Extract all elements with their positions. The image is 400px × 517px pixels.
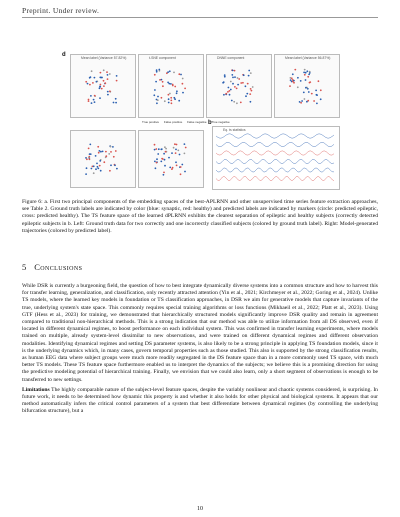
scatter-point bbox=[173, 147, 175, 149]
scatter-point bbox=[86, 158, 88, 160]
scatter-point bbox=[182, 78, 184, 80]
scatter-point bbox=[99, 165, 101, 167]
scatter-point bbox=[99, 160, 101, 162]
scatter-point bbox=[177, 150, 179, 152]
scatter-point bbox=[231, 100, 233, 102]
scatter-point bbox=[320, 98, 322, 100]
scatter-point bbox=[304, 74, 306, 76]
scatter-point bbox=[316, 103, 318, 105]
scatter-point bbox=[232, 77, 234, 79]
scatter-point bbox=[104, 82, 106, 84]
figure-caption: Figure 6: a. First two principal components of the embedding spaces of the best-APLRNN and other unsupervised time series feature extraction approaches, see Table 2. Ground truth labels are indicated by color (blue: synaptic, red: healthy) and predicted labels are indicated by markers (circle: predicted epileptic, cross: predicted healthy). The TS feature space of the learned dPLRNN exhibits the clearest separation of epileptic and healthy subjects (correctly detected epileptic subjects in b. Left: Ground truth data for two correctly and one incorrectly classified subjects (colored by ground truth label). Right: Model-generated trajectories (colored by predicted label). bbox=[22, 199, 378, 234]
scatter-point bbox=[232, 70, 234, 72]
scatter-point bbox=[237, 84, 239, 86]
scatter-point bbox=[184, 153, 186, 155]
scatter-point bbox=[315, 90, 317, 92]
scatter-point bbox=[168, 94, 170, 96]
scatter-point bbox=[237, 77, 239, 79]
scatter-point bbox=[107, 91, 109, 93]
scatter-point bbox=[231, 74, 233, 76]
scatter-point bbox=[174, 86, 176, 88]
scatter-point bbox=[115, 102, 117, 104]
scatter-point bbox=[225, 93, 227, 95]
scatter-point bbox=[158, 69, 160, 71]
scatter-point bbox=[165, 148, 167, 150]
scatter-point bbox=[89, 144, 91, 146]
scatter-point bbox=[176, 90, 178, 92]
scatter-point bbox=[107, 74, 109, 76]
scatter-point bbox=[234, 70, 236, 72]
scatter-point bbox=[300, 80, 302, 82]
section-number: 5 bbox=[22, 262, 27, 272]
scatter-point bbox=[168, 157, 170, 159]
scatter-point bbox=[248, 70, 250, 72]
scatter-point bbox=[178, 73, 180, 75]
scatter-point bbox=[157, 96, 159, 98]
scatter-point bbox=[107, 78, 109, 80]
scatter-point bbox=[242, 82, 244, 84]
panel-letter-b: b bbox=[208, 120, 212, 126]
scatter-point bbox=[164, 159, 166, 161]
scatter-point bbox=[233, 101, 235, 103]
scatter-point bbox=[162, 85, 164, 87]
scatter-point bbox=[106, 71, 108, 73]
scatter-point bbox=[154, 144, 156, 146]
scatter-point bbox=[86, 167, 88, 169]
scatter-point bbox=[305, 72, 307, 74]
scatter-point bbox=[292, 81, 294, 83]
scatter-panel-1-title: Mean label (Variance 57.82%) bbox=[81, 56, 127, 60]
scatter-point bbox=[114, 164, 116, 166]
scatter-point bbox=[88, 148, 90, 150]
scatter-panel-4-title: Mean label (Variance 56.87%) bbox=[285, 56, 331, 60]
scatter-point bbox=[91, 168, 93, 170]
scatter-point bbox=[249, 93, 251, 95]
scatter-point bbox=[107, 94, 109, 96]
scatter-point bbox=[180, 166, 182, 168]
scatter-point bbox=[99, 87, 101, 89]
scatter-point bbox=[110, 146, 112, 148]
scatter-point bbox=[159, 79, 161, 81]
scatter-point bbox=[304, 98, 306, 100]
scatter-point bbox=[96, 163, 98, 165]
scatter-point bbox=[162, 158, 164, 160]
scatter-point bbox=[169, 167, 171, 169]
header-rule bbox=[22, 17, 378, 18]
scatter-point bbox=[170, 100, 172, 102]
scatter-point bbox=[105, 151, 107, 153]
scatter-point bbox=[163, 174, 165, 176]
scatter-point bbox=[246, 93, 248, 95]
scatter-point bbox=[176, 165, 178, 167]
scatter-point bbox=[224, 76, 226, 78]
scatter-point bbox=[85, 81, 87, 83]
scatter-point bbox=[154, 89, 156, 91]
scatter-point bbox=[228, 87, 230, 89]
scatter-panel-2-title: t-SNE component bbox=[149, 56, 176, 60]
scatter-point bbox=[164, 146, 166, 148]
scatter-point bbox=[303, 92, 305, 94]
scatter-point bbox=[175, 149, 177, 151]
scatter-point bbox=[250, 88, 252, 90]
scatter-point bbox=[165, 151, 167, 153]
running-header: Preprint. Under review. bbox=[22, 6, 100, 15]
scatter-point bbox=[157, 99, 159, 101]
scatter-point bbox=[227, 91, 229, 93]
scatter-point bbox=[290, 79, 292, 81]
scatter-point bbox=[318, 80, 320, 82]
scatter-point bbox=[93, 165, 95, 167]
scatter-point bbox=[297, 86, 299, 88]
scatter-point bbox=[90, 76, 92, 78]
scatter-point bbox=[250, 101, 252, 103]
scatter-point bbox=[110, 164, 112, 166]
scatter-point bbox=[97, 166, 99, 168]
scatter-point bbox=[116, 75, 118, 77]
scatter-point bbox=[91, 70, 93, 72]
scatter-point bbox=[100, 77, 102, 79]
scatter-point bbox=[116, 80, 118, 82]
scatter-point bbox=[91, 102, 93, 104]
scatter-point bbox=[155, 167, 157, 169]
trajectory-line bbox=[216, 142, 334, 146]
scatter-point bbox=[167, 71, 169, 73]
scatter-point bbox=[156, 102, 158, 104]
scatter-point bbox=[291, 77, 293, 79]
section-heading bbox=[22, 262, 82, 272]
trajectory-line bbox=[216, 134, 334, 138]
scatter-panel-3-title: DNNE component bbox=[217, 56, 245, 60]
scatter-point bbox=[303, 72, 305, 74]
scatter-point bbox=[229, 90, 231, 92]
scatter-point bbox=[306, 101, 308, 103]
scatter-point bbox=[316, 94, 318, 96]
scatter-point bbox=[97, 146, 99, 148]
scatter-point bbox=[182, 92, 184, 94]
scatter-point bbox=[94, 101, 96, 103]
scatter-point bbox=[245, 95, 247, 97]
panel-letter-a: d bbox=[62, 52, 66, 58]
scatter-point bbox=[155, 81, 157, 83]
scatter-point bbox=[240, 82, 242, 84]
trajectory-line bbox=[216, 168, 334, 172]
scatter-point bbox=[181, 164, 183, 166]
scatter-point bbox=[164, 165, 166, 167]
limitations-title: Limitations bbox=[22, 386, 50, 393]
scatter-point bbox=[100, 72, 102, 74]
figure-graphics bbox=[62, 44, 342, 194]
scatter-point bbox=[178, 100, 180, 102]
scatter-point bbox=[154, 149, 156, 151]
scatter-point bbox=[85, 173, 87, 175]
scatter-point bbox=[176, 92, 178, 94]
scatter-point bbox=[248, 75, 250, 77]
scatter-point bbox=[251, 90, 253, 92]
scatter-point bbox=[292, 73, 294, 75]
scatter-point bbox=[103, 85, 105, 87]
scatter-point bbox=[89, 84, 91, 86]
scatter-point bbox=[234, 86, 236, 88]
scatter-point bbox=[172, 85, 174, 87]
scatter-point bbox=[300, 102, 302, 104]
scatter-point bbox=[170, 83, 172, 85]
scatter-point bbox=[103, 161, 105, 163]
scatter-point bbox=[156, 158, 158, 160]
scatter-point bbox=[96, 81, 98, 83]
scatter-point bbox=[223, 94, 225, 96]
legend-item-2: False positive bbox=[163, 120, 183, 124]
paragraph-1: While DSR is currently a burgeoning field, the question of how to best integrate dynamically diverse systems into a common structure and how to harvest this for transfer learning, generalization, and classification, only recently attracted attention (Yin et al., 2021; Kirchmeyer et al., 2022; Goring et al., 2024). Unlike TS models, where the learned key models in foundation or TS classification approaches, in DSR we aim for generative models that capture invariants of the true, underlying system's state space. This commonly requires special training algorithms or loss functions (Mikhaeil et al., 2022; Platt et al., 2023). Using GTF (Hess et al., 2023) for training, we demonstrated that hierarchically structured models significantly improve DSR quality and remain in agreement compared to traditional non-hierarchical methods. This is a strong indication that our method was able to utilize information from all DS observed, even if located in different dynamical regimes, to boost performance on each individual system. This was confirmed in transfer learning experiments, where models trained on multiple, already system-level dissimilar to new observations, and were trained on different dynamical regimes and different observation modalities. Identifying dynamical regimes and setting DS parameter systems, is also likely to be a strong principle in applying TS foundation models, since it is the underlying dynamics which, in many cases, govern temporal properties such as those studied. This also is supported by the strong classification results, as human EEG data where subject groups were much more readily segregated in the DS feature space than in a more commonly used TS space, with much better TS models. These TS feature space furthermore enabled us to interpret the dynamics of the subjects; we believe this is a promising direction for using the predictive modeling potential of hierarchical training. Finally, we envision that we could also learn, only a short segment of observations is enough to be transferred to new settings. bbox=[22, 283, 378, 383]
scatter-point bbox=[103, 69, 105, 71]
scatter-point bbox=[311, 93, 313, 95]
scatter-point bbox=[102, 151, 104, 153]
scatter-point bbox=[320, 89, 322, 91]
trajectory-line bbox=[216, 176, 334, 180]
scatter-point bbox=[154, 161, 156, 163]
scatter-point bbox=[155, 148, 157, 150]
scatter-point bbox=[180, 173, 182, 175]
scatter-point bbox=[167, 82, 169, 84]
scatter-point bbox=[171, 168, 173, 170]
scatter-point bbox=[184, 143, 186, 145]
scatter-point bbox=[304, 69, 306, 71]
scatter-point bbox=[154, 74, 156, 76]
scatter-point bbox=[94, 95, 96, 97]
scatter-point bbox=[184, 171, 186, 173]
scatter-point bbox=[164, 100, 166, 102]
scatter-point bbox=[313, 100, 315, 102]
legend-item-3: False negative bbox=[187, 120, 207, 124]
scatter-point bbox=[160, 161, 162, 163]
scatter-point bbox=[250, 72, 252, 74]
scatter-point bbox=[229, 94, 231, 96]
scatter-point bbox=[171, 102, 173, 104]
scatter-point bbox=[232, 83, 234, 85]
scatter-point bbox=[87, 83, 89, 85]
scatter-point bbox=[299, 101, 301, 103]
scatter-point bbox=[156, 69, 158, 71]
trajectory-line bbox=[216, 151, 334, 155]
scatter-point bbox=[97, 168, 99, 170]
scatter-point bbox=[93, 99, 95, 101]
scatter-point bbox=[301, 100, 303, 102]
scatter-point bbox=[175, 152, 177, 154]
scatter-point bbox=[234, 76, 236, 78]
scatter-point bbox=[168, 102, 170, 104]
scatter-point bbox=[95, 168, 97, 170]
scatter-point bbox=[173, 72, 175, 74]
scatter-point bbox=[157, 153, 159, 155]
scatter-point bbox=[176, 144, 178, 146]
scatter-point bbox=[252, 86, 254, 88]
scatter-point bbox=[308, 91, 310, 93]
scatter-point bbox=[294, 69, 296, 71]
scatter-point bbox=[240, 102, 242, 104]
scatter-point bbox=[161, 148, 163, 150]
scatter-point bbox=[99, 86, 101, 88]
body-text bbox=[22, 283, 378, 419]
trajectory-line bbox=[216, 159, 334, 163]
scatter-point bbox=[224, 74, 226, 76]
figure-6 bbox=[62, 44, 342, 194]
scatter-point bbox=[307, 76, 309, 78]
scatter-point bbox=[173, 97, 175, 99]
scatter-point bbox=[113, 102, 115, 104]
scatter-point bbox=[88, 100, 90, 102]
scatter-point bbox=[243, 74, 245, 76]
scatter-point bbox=[95, 155, 97, 157]
scatter-point bbox=[108, 153, 110, 155]
trajectory-panel-title: Eq. ts statistics bbox=[223, 128, 246, 132]
scatter-point bbox=[289, 85, 291, 87]
scatter-point bbox=[309, 71, 311, 73]
scatter-point bbox=[238, 78, 240, 80]
scatter-point bbox=[230, 81, 232, 83]
scatter-point bbox=[305, 79, 307, 81]
scatter-point bbox=[236, 102, 238, 104]
scatter-point bbox=[179, 154, 181, 156]
scatter-point bbox=[169, 93, 171, 95]
scatter-point bbox=[171, 152, 173, 154]
scatter-point bbox=[175, 161, 177, 163]
scatter-point bbox=[93, 172, 95, 174]
scatter-point bbox=[112, 146, 114, 148]
scatter-point bbox=[182, 83, 184, 85]
scatter-point bbox=[115, 150, 117, 152]
scatter-point bbox=[92, 82, 94, 84]
scatter-point bbox=[161, 97, 163, 99]
scatter-point bbox=[309, 81, 311, 83]
scatter-point bbox=[116, 168, 118, 170]
limitations-paragraph bbox=[22, 387, 378, 416]
scatter-point bbox=[99, 150, 101, 152]
scatter-point bbox=[153, 94, 155, 96]
scatter-point bbox=[169, 70, 171, 72]
scatter-point bbox=[109, 170, 111, 172]
scatter-point bbox=[308, 74, 310, 76]
scatter-point bbox=[88, 157, 90, 159]
scatter-point bbox=[247, 83, 249, 85]
scatter-point bbox=[222, 82, 224, 84]
scatter-point bbox=[98, 152, 100, 154]
scatter-point bbox=[100, 84, 102, 86]
scatter-point bbox=[162, 81, 164, 83]
scatter-point bbox=[245, 85, 247, 87]
scatter-point bbox=[103, 80, 105, 82]
scatter-point bbox=[113, 156, 115, 158]
scatter-point bbox=[105, 155, 107, 157]
scatter-point bbox=[109, 73, 111, 75]
scatter-point bbox=[158, 148, 160, 150]
legend-item-1: True positive bbox=[142, 120, 160, 124]
scatter-point bbox=[89, 153, 91, 155]
scatter-point bbox=[90, 95, 92, 97]
scatter-point bbox=[109, 90, 111, 92]
scatter-point bbox=[236, 88, 238, 90]
scatter-point bbox=[163, 153, 165, 155]
legend-item-4: True negative bbox=[211, 120, 230, 124]
scatter-point bbox=[88, 99, 90, 101]
scatter-point bbox=[163, 172, 165, 174]
scatter-point bbox=[101, 88, 103, 90]
scatter-point bbox=[185, 147, 187, 149]
limitations-text: The highly comparable nature of the subject-level feature spaces, despite the variably nonlinear and chaotic systems considered, is surprising. In future work, it needs to be determined how dynamic this property is and whether it also holds for other physical and biological systems. It appears that our method automatically infers the critical control parameters of a system that best differentiate between dynamical regimes (by controlling the underlying bifurcation structure), but a bbox=[22, 386, 378, 415]
scatter-point bbox=[156, 162, 158, 164]
scatter-point bbox=[180, 74, 182, 76]
scatter-point bbox=[184, 88, 186, 90]
scatter-point bbox=[115, 98, 117, 100]
scatter-point bbox=[94, 77, 96, 79]
scatter-point bbox=[306, 70, 308, 72]
scatter-point bbox=[156, 71, 158, 73]
scatter-point bbox=[99, 97, 101, 99]
scatter-point bbox=[230, 89, 232, 91]
scatter-point bbox=[297, 77, 299, 79]
scatter-point bbox=[305, 87, 307, 89]
page-number: 10 bbox=[197, 506, 203, 512]
scatter-point bbox=[170, 97, 172, 99]
scatter-point bbox=[168, 98, 170, 100]
scatter-point bbox=[110, 151, 112, 153]
scatter-point bbox=[100, 170, 102, 172]
section-title-text: Conclusions bbox=[34, 262, 83, 272]
scatter-point bbox=[174, 143, 176, 145]
